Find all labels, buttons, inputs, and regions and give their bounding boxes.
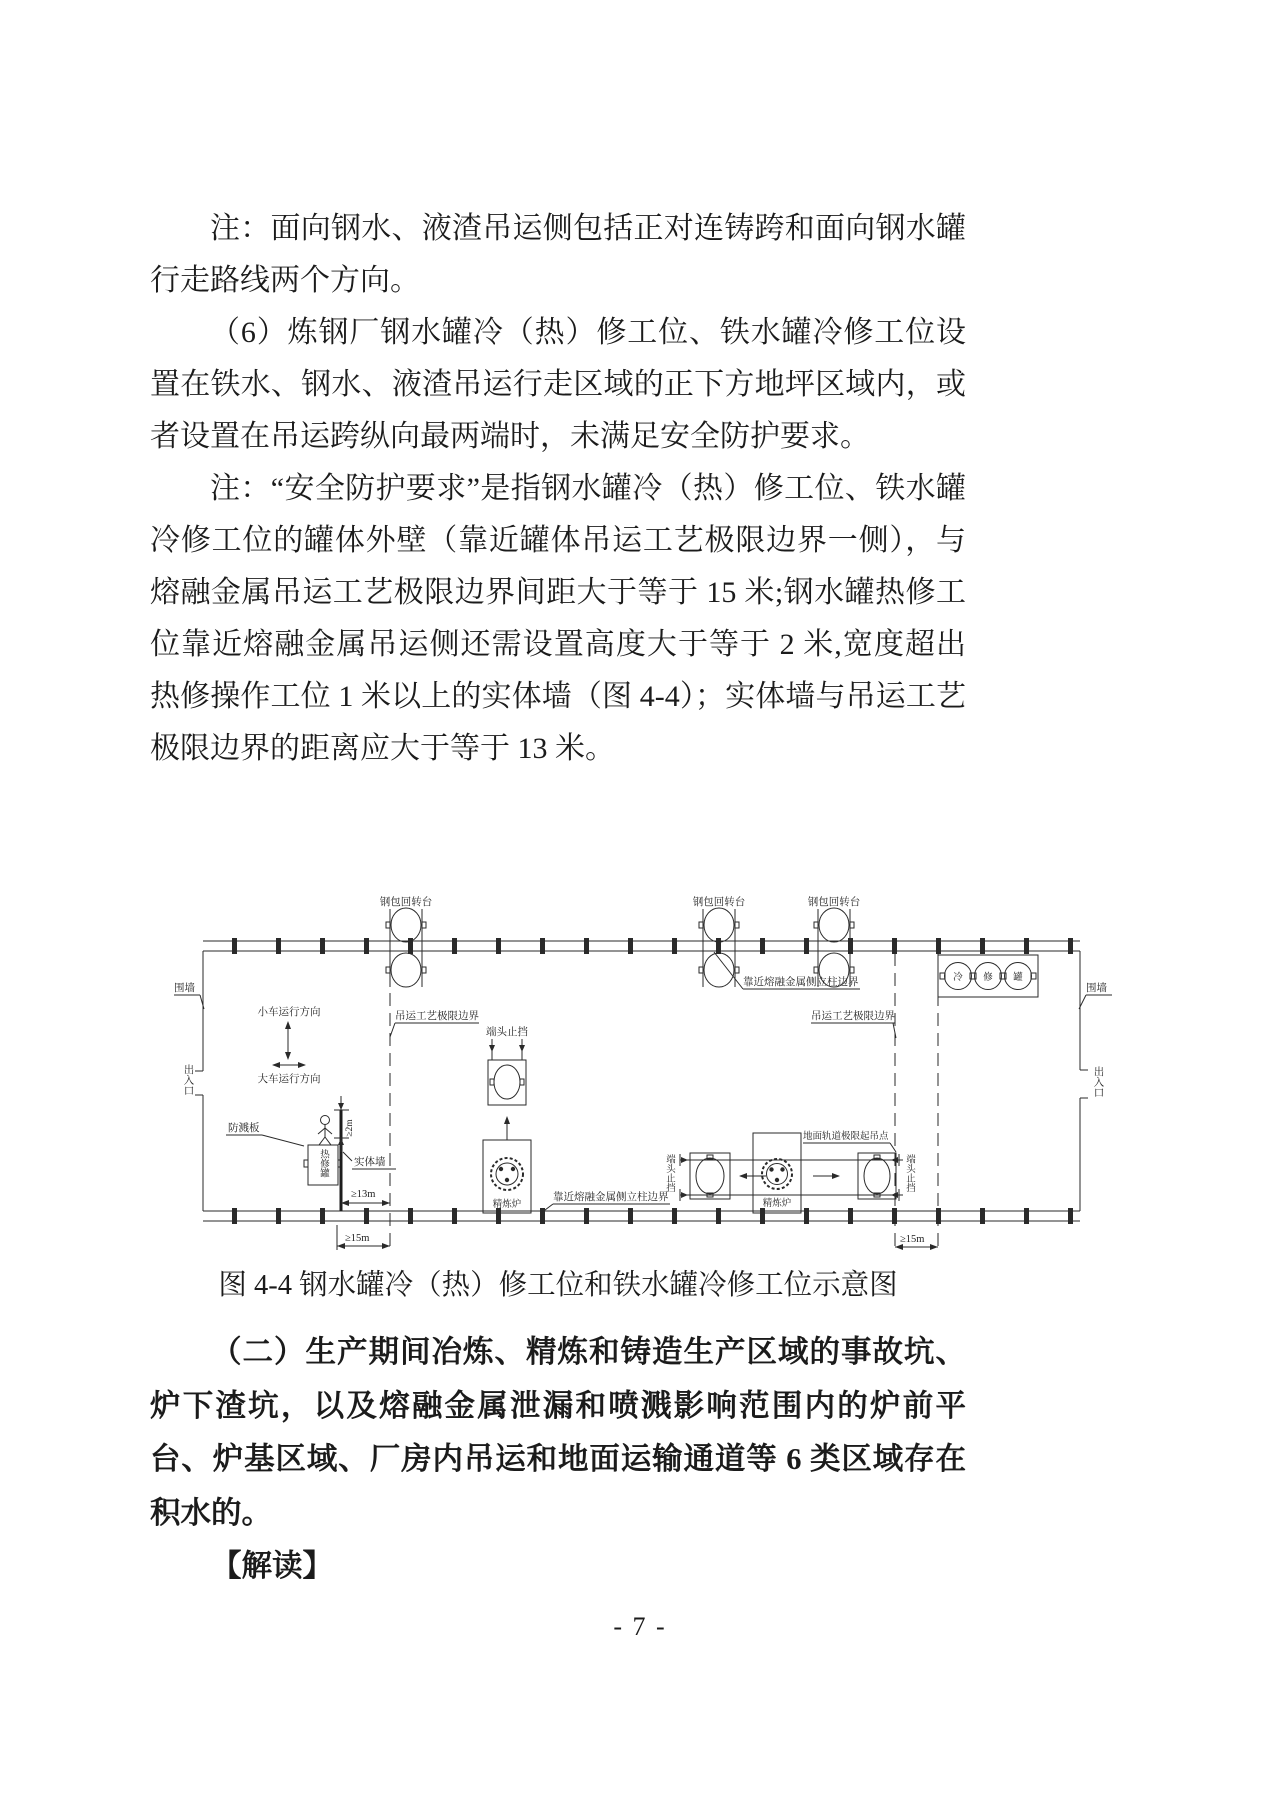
paragraph-note-2: 注：“安全防护要求”是指钢水罐冷（热）修工位、铁水罐冷修工位的罐体外壁（靠近罐体吊运工艺极限边界一侧），与熔融金属吊运工艺极限边界间距大于等于 15 米;钢水罐热修工位靠近熔融金属吊运侧还需设置高度大于等于 2 米,宽度超出热修操作工位 1 米以上的实体墙（图 4-4）；实体墙与吊运工艺极限边界的距离应大于等于 13 米。 <box>150 472 966 765</box>
hot-repair-ladle-station <box>304 1145 342 1185</box>
interpretation-heading: 【解读】 <box>211 1549 333 1583</box>
dimension-15m-right <box>895 1234 938 1250</box>
label-end-stop-rail-left: 端头止挡 <box>664 1154 674 1192</box>
ground-rail-group <box>664 1130 916 1213</box>
label-solid-wall: 实体墙 <box>354 1157 386 1168</box>
crane-direction-indicator <box>258 1005 321 1085</box>
label-enclosure-wall-right: 围墙 <box>1086 983 1107 994</box>
label-dim-13m: ≥13m <box>351 1189 376 1200</box>
dimension-2m <box>334 1096 355 1152</box>
label-crane-limit-boundary-left: 吊运工艺极限边界 <box>395 1011 479 1022</box>
page-number: - 7 - <box>613 1612 667 1641</box>
paragraph-note-1: 注：面向钢水、液渣吊运侧包括正对连铸跨和面向钢水罐行走路线两个方向。 <box>150 212 966 297</box>
label-column-boundary-bottom: 靠近熔融金属侧立柱边界 <box>553 1192 669 1203</box>
figure-4-4-diagram <box>168 888 1118 1266</box>
top-column-wall <box>203 938 1080 954</box>
label-tank: 罐 <box>1013 973 1023 983</box>
bottom-column-wall <box>203 1208 1080 1224</box>
label-splash-guard: 防溅板 <box>228 1123 260 1134</box>
worker-figure <box>318 1116 332 1146</box>
paragraph-item-2: （二）生产期间冶炼、精炼和铸造生产区域的事故坑、炉下渣坑，以及熔融金属泄漏和喷溅影响范围内的炉前平台、炉基区域、厂房内吊运和地面运输通道等 6 类区域存在积水的。 <box>150 1335 966 1530</box>
label-crane-limit-boundary-right: 吊运工艺极限边界 <box>811 1011 895 1022</box>
left-enclosure-wall <box>195 951 203 1211</box>
emphasis-text-block <box>150 1326 966 1594</box>
label-column-boundary-top: 靠近熔融金属侧立柱边界 <box>743 977 859 988</box>
end-stop-stand-middle <box>486 1025 528 1105</box>
label-entrance-left: 出入口 <box>182 1064 194 1096</box>
cold-repair-station <box>938 955 1038 997</box>
label-end-stop-rail-right: 端头止挡 <box>904 1154 914 1192</box>
body-text-block <box>150 203 966 775</box>
label-ladle-turret-2: 钢包回转台 <box>692 897 746 908</box>
figure-4-4 <box>168 888 1118 1266</box>
label-ladle-turret-3: 钢包回转台 <box>807 897 861 908</box>
dimension-15m-left <box>337 1225 390 1250</box>
label-end-stop-middle: 端头止挡 <box>486 1027 528 1038</box>
label-dim-15m-left: ≥15m <box>345 1233 370 1244</box>
dimension-13m <box>341 1189 390 1206</box>
label-ladle-turret-1: 钢包回转台 <box>379 897 433 908</box>
refining-furnace-middle <box>483 1140 531 1213</box>
label-repair: 修 <box>983 973 993 983</box>
paragraph-item-6: （6）炼钢厂钢水罐冷（热）修工位、铁水罐冷修工位设置在铁水、钢水、液渣吊运行走区域的正下方地坪区域内，或者设置在吊运跨纵向最两端时，未满足安全防护要求。 <box>150 316 966 453</box>
label-hot-repair-ladle: 热修罐 <box>318 1149 328 1178</box>
label-refining-furnace-middle: 精炼炉 <box>492 1200 522 1210</box>
figure-caption: 图 4-4 钢水罐冷（热）修工位和铁水罐冷修工位示意图 <box>218 1270 898 1301</box>
label-cold: 冷 <box>953 973 963 983</box>
label-enclosure-wall-left: 围墙 <box>174 983 195 994</box>
label-dim-15m-right: ≥15m <box>900 1234 925 1245</box>
label-refining-furnace-right: 精炼炉 <box>762 1199 792 1209</box>
label-dim-2m: ≥2m <box>345 1119 355 1137</box>
label-ground-rail-limit-point: 地面轨道极限起吊点 <box>803 1132 889 1142</box>
label-crane-direction: 大车运行方向 <box>257 1074 321 1085</box>
label-entrance-right: 出入口 <box>1092 1066 1104 1098</box>
label-trolley-direction: 小车运行方向 <box>257 1007 321 1018</box>
